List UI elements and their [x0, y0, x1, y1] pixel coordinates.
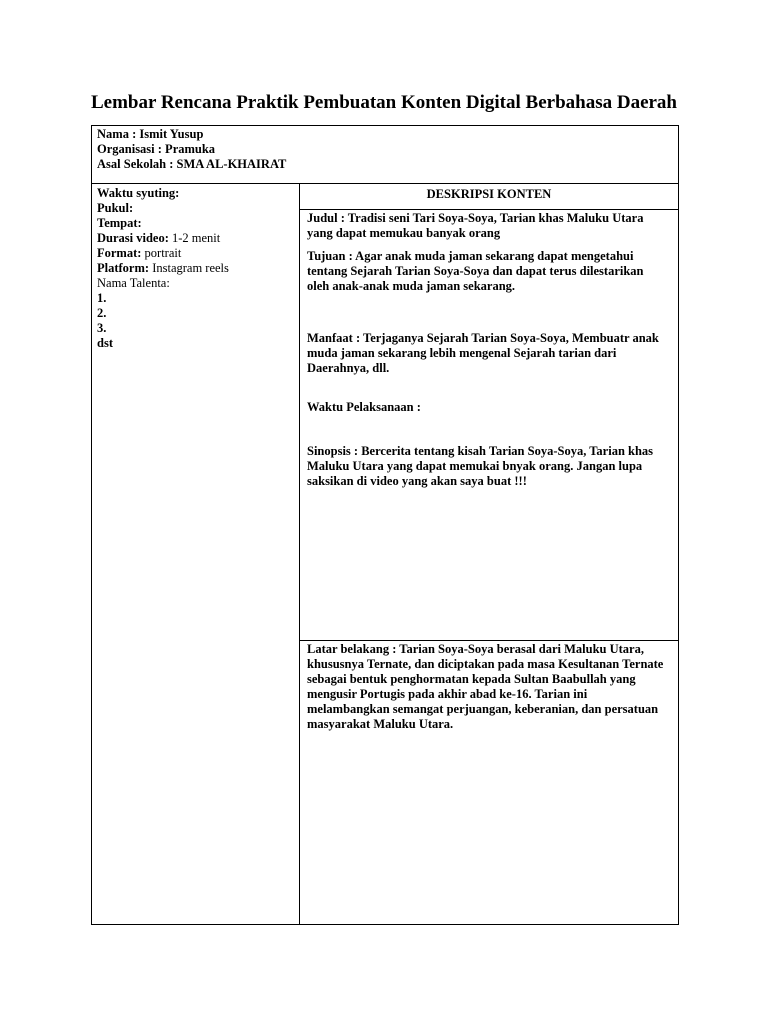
manfaat-line: Daerahnya, dll.	[307, 361, 390, 375]
latar-line: sebagai bentuk penghormatan kepada Sultan Baabullah yang	[307, 672, 636, 686]
deskripsi-heading: DESKRIPSI KONTEN	[300, 184, 678, 210]
talenta-item: 1.	[97, 291, 107, 305]
tujuan-block	[307, 249, 671, 331]
judul-line: yang dapat memukau banyak orang	[307, 226, 501, 240]
platform-value: Instagram reels	[152, 261, 229, 275]
latar-line: melambangkan semangat perjuangan, keberanian, dan persatuan	[307, 702, 659, 716]
nama-talenta-label: Nama Talenta:	[97, 276, 170, 290]
sinopsis-line: Maluku Utara yang dapat memukai bnyak orang. Jangan lupa	[307, 459, 643, 473]
plan-table	[91, 125, 679, 925]
format-label: Format:	[97, 246, 142, 260]
talenta-item: 2.	[97, 306, 107, 320]
organisasi-line: Organisasi : Pramuka	[97, 142, 216, 156]
identity-header	[92, 126, 678, 184]
latar-line: Latar belakang : Tarian Soya-Soya berasal dari Maluku Utara,	[307, 642, 644, 656]
durasi-value: 1-2 menit	[172, 231, 221, 245]
platform-row	[97, 261, 294, 276]
tujuan-line: oleh anak-anak muda jaman sekarang.	[307, 279, 516, 293]
asal-sekolah-line: Asal Sekolah : SMA AL-KHAIRAT	[97, 157, 287, 171]
durasi-row	[97, 231, 294, 246]
tempat-label: Tempat:	[97, 216, 142, 230]
pukul-label: Pukul:	[97, 201, 134, 215]
content-details-section	[300, 210, 678, 641]
judul-line: Judul : Tradisi seni Tari Soya-Soya, Tarian khas Maluku Utara	[307, 211, 644, 225]
latar-line: khususnya Ternate, dan diciptakan pada masa Kesultanan Ternate	[307, 657, 664, 671]
waktu-pelaksanaan-label: Waktu Pelaksanaan :	[307, 400, 421, 414]
judul-block	[307, 211, 671, 249]
latar-line: mengusir Portugis pada akhir abad ke-16. Tarian ini	[307, 687, 588, 701]
tujuan-line: tentang Sejarah Tarian Soya-Soya dan dapat terus dilestarikan	[307, 264, 644, 278]
format-value: portrait	[144, 246, 182, 260]
manfaat-block	[307, 331, 671, 400]
format-row	[97, 246, 294, 261]
latar-belakang-section	[300, 641, 678, 924]
tujuan-line: Tujuan : Agar anak muda jaman sekarang dapat mengetahui	[307, 249, 634, 263]
talenta-item: dst	[97, 336, 113, 350]
sinopsis-line: saksikan di video yang akan saya buat !!!	[307, 474, 527, 488]
manfaat-line: Manfaat : Terjaganya Sejarah Tarian Soya-Soya, Membuatr anak	[307, 331, 659, 345]
sinopsis-line: Sinopsis : Bercerita tentang kisah Tarian Soya-Soya, Tarian khas	[307, 444, 654, 458]
manfaat-line: muda jaman sekarang lebih mengenal Sejarah tarian dari	[307, 346, 617, 360]
waktu-syuting-label: Waktu syuting:	[97, 186, 180, 200]
platform-label: Platform:	[97, 261, 150, 275]
document-title: Lembar Rencana Praktik Pembuatan Konten Digital Berbahasa Daerah	[90, 92, 677, 113]
waktu-pelaksanaan-block	[307, 400, 671, 444]
latar-line: masyarakat Maluku Utara.	[307, 717, 454, 731]
talenta-item: 3.	[97, 321, 107, 335]
content-description-column	[300, 184, 678, 924]
nama-line: Nama : Ismit Yusup	[97, 127, 204, 141]
sinopsis-block	[307, 444, 671, 489]
production-info-column	[92, 184, 300, 924]
durasi-label: Durasi video:	[97, 231, 169, 245]
